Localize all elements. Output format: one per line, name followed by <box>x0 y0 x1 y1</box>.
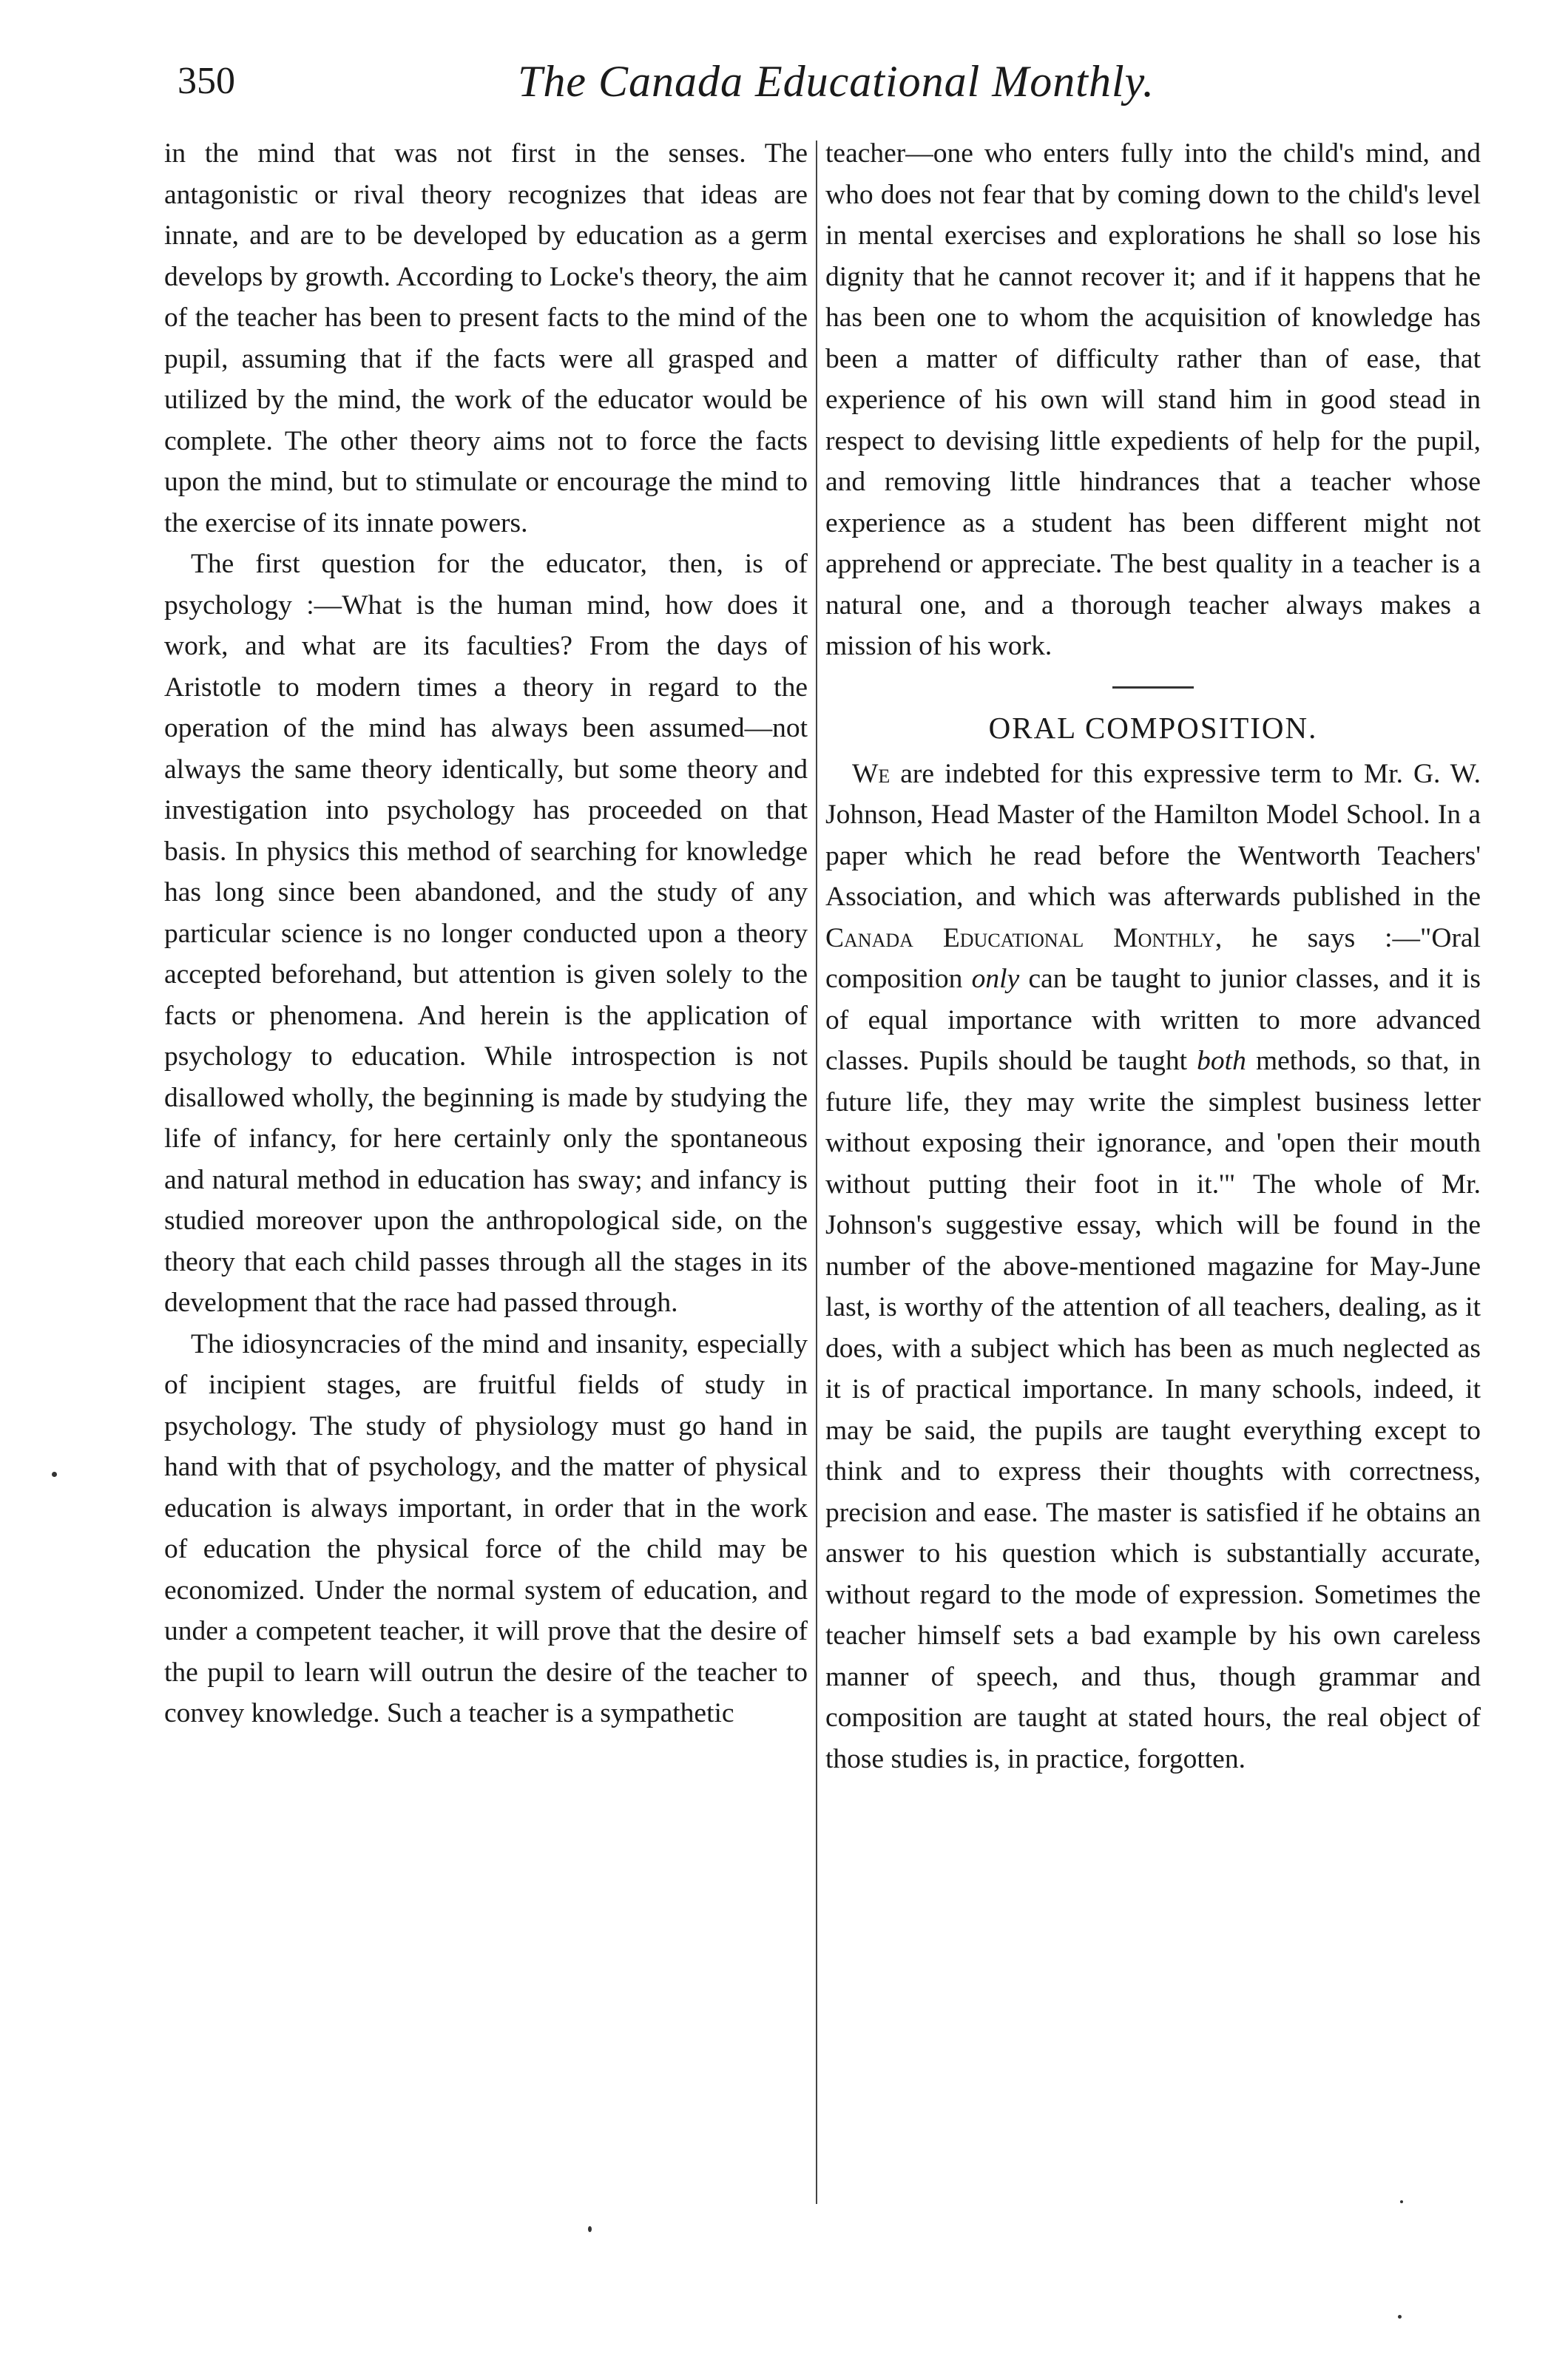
text-run: methods, so that, in future life, they may write the simplest business letter without exposing their ignorance, and 'open their mouth without putting their foot in it.'" The whole of Mr. Johnson's suggestive essay, which will be found in the number of the above-mentioned magazine for May-June last, is worthy of the attention of all teachers, dealing, as it does, with a subject which has been as much neglected as it is of practical importance. In many schools, indeed, it may be said, the pupils are taught everything except to think and to express their thoughts with correctness, precision and ease. The master is satisfied if he obtains an answer to his question which is substantially accurate, without regard to the mode of expression. Sometimes the teacher himself sets a bad example by his own careless manner of speech, and thus, though grammar and composition are taught at stated hours, the real object of those studies is, in practice, forgotten. <box>825 1046 1481 1774</box>
emphasis: only <box>971 964 1020 994</box>
text-run: can be taught to junior classes, and it is of equal importance with written to more advanced classes. Pupils should be taught <box>825 964 1481 1076</box>
paragraph: The first question for the educator, then, is of psychology :—What is the human mind, how does it work, and what are its faculties? From the days of Aristotle to modern times a theory in regard to the operation of the mind has always been assumed—not always the same theory identically, but some theory and investigation into psychology has proceeded on that basis. In physics this method of searching for knowledge has long since been abandoned, and the study of any particular science is no longer conducted upon a theory accepted beforehand, but attention is given solely to the facts or phenomena. And herein is the application of psychology to education. While introspection is not disallowed wholly, the beginning is made by studying the life of infancy, for here certainly only the spontaneous and natural method in education has sway; and infancy is studied moreover upon the anthropological side, on the theory that each child passes through all the stages in its development that the race had passed through. <box>164 549 808 1318</box>
column-divider <box>816 141 817 2204</box>
paragraph: in the mind that was not first in the senses. The antagonistic or rival theory recognizes that ideas are innate, and are to be developed by education as a germ develops by growth. According to Locke's theory, the aim of the teacher has been to present facts to the mind of the pupil, assuming that if the facts were all grasped and utilized by the mind, the work of the educator would be complete. The other theory aims not to force the facts upon the mind, but to stimulate or encourage the mind to the exercise of its innate powers. <box>164 138 808 538</box>
running-head <box>178 52 1464 111</box>
journal-title: The Canada Educational Monthly. <box>518 57 1155 106</box>
page-number: 350 <box>178 60 235 102</box>
text-run: , he says :—"Oral composition <box>825 922 1481 994</box>
paragraph <box>825 754 1481 1780</box>
ink-speck <box>1398 2315 1402 2319</box>
text-run: are indebted for this expressive term to Mr. G. W. Johnson, Head Master of the Hamilton Model School. In a paper which he read before the Wentworth Teachers' Association, and which was afterwards published in the <box>825 758 1481 912</box>
section-heading: ORAL COMPOSITION. <box>988 710 1318 745</box>
ink-speck <box>588 2226 592 2232</box>
left-column <box>164 133 808 1734</box>
lead-word: We <box>852 758 891 789</box>
section-rule <box>1112 686 1194 689</box>
ink-speck <box>52 1472 57 1477</box>
paragraph: The idiosyncracies of the mind and insanity, especially of incipient stages, are fruitful fields of study in psychology. The study of physiology must go hand in hand with that of psychology, and the matter of physical education is always important, in order that in the work of education the physical force of the child may be economized. Under the normal system of education, and under a competent teacher, it will prove that the desire of the pupil to learn will outrun the desire of the teacher to convey knowledge. Such a teacher is a sympathetic <box>164 1328 808 1728</box>
right-column <box>825 133 1481 1779</box>
ink-speck <box>1400 2200 1403 2203</box>
paragraph: teacher—one who enters fully into the child's mind, and who does not fear that by coming down to the child's level in mental exercises and explorations he shall so lose his dignity that he cannot recover it; and if it happens that he has been one to whom the acquisition of knowledge has been a matter of difficulty rather than of ease, that experience of his own will stand him in good stead in respect to devising little expedients of help for the pupil, and removing little hindrances that a teacher whose experience as a student has been different might not apprehend or appreciate. The best quality in a teacher is a natural one, and a thorough teacher always makes a mission of his work. <box>825 138 1481 661</box>
emphasis: both <box>1197 1046 1246 1076</box>
magazine-name: Canada Educational Monthly <box>825 922 1215 953</box>
